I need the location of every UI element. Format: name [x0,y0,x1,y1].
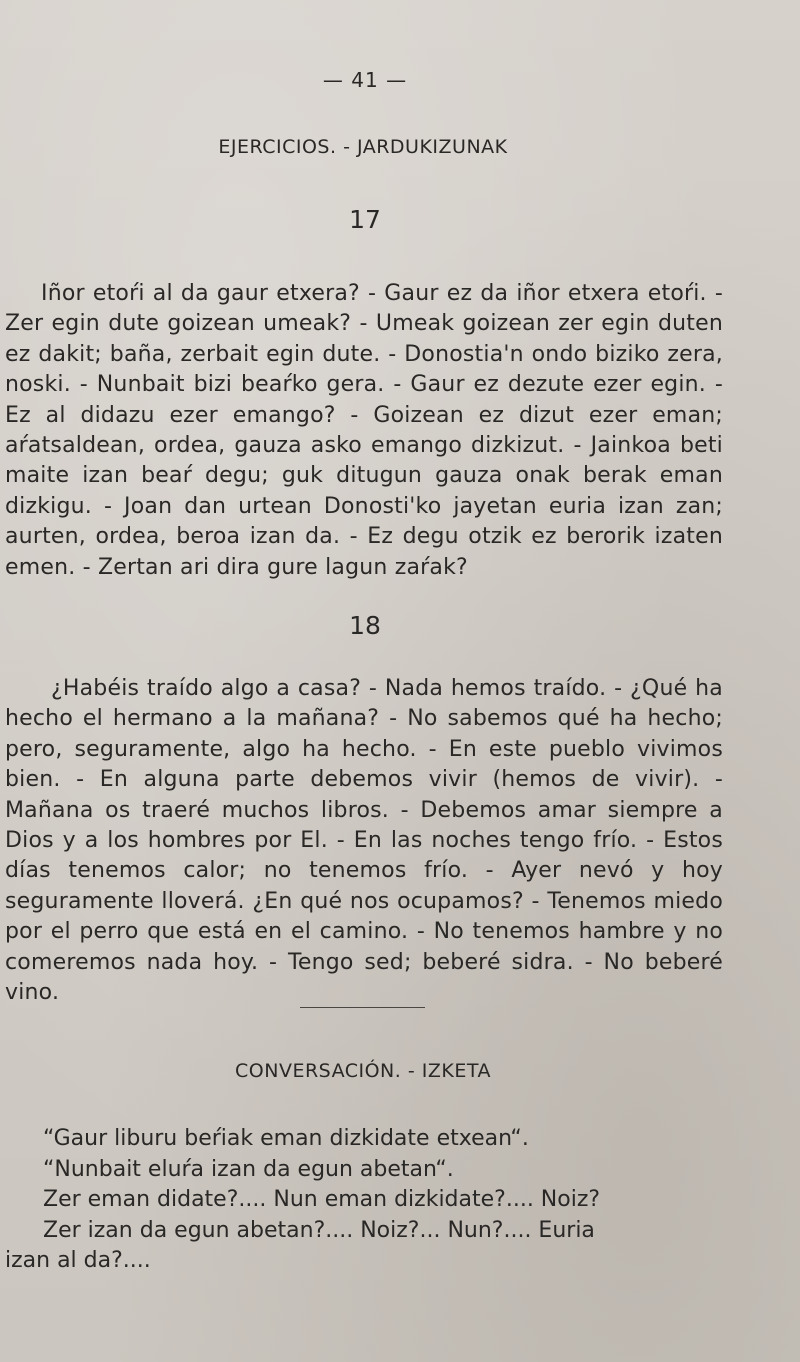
conversation-line: “Nunbait eluŕa izan da egun abetan“. [43,1156,454,1182]
exercise-number: 18 [349,611,381,640]
conversation-heading: CONVERSACIÓN. - IZKETA [235,1060,491,1082]
section-divider [300,1007,425,1008]
conversation-line: Zer izan da egun abetan?.... Noiz?... Nun?.... Euria [43,1217,595,1243]
exercise-number: 17 [349,205,381,234]
conversation-block [5,1124,765,1277]
conversation-line: Zer eman didate?.... Nun eman dizkidate?.... Noiz? [43,1187,601,1212]
exercise-paragraph: ¿Habéis traído algo a casa? - Nada hemos traído. - ¿Qué ha hecho el hermano a la mañana? - No sabemos qué ha hecho; pero, seguramente, algo ha hecho. - En este pueblo vivimos bien. - En alguna parte debemos vivir (hemos de vivir). - Mañana os traeré muchos libros. - Debemos amar siempre a Dios y a los hombres por El. - En las noches tengo frío. - Estos días tenemos calor; no tenemos frío. - Ayer nevó y hoy seguramente lloverá. ¿En qué nos ocupamos? - Tenemos miedo por el perro que está en el camino. - No tenemos hambre y no comeremos nada hoy. - Tengo sed; beberé sidra. - No beberé vino. [5,676,723,1006]
conversation-line: izan al da?.... [5,1248,151,1273]
section-heading: EJERCICIOS. - JARDUKIZUNAK [218,136,508,158]
page-number: — 41 — [322,68,408,92]
exercise-paragraph: Iñor etoŕi al da gaur etxera? - Gaur ez da iñor etxera etoŕi. - Zer egin dute goizean umeak? - Umeak goizean zer egin duten ez dakit; baña, zerbait egin dute. - Donostia'n ondo biziko zera, noski. - Nunbait bizi beaŕko gera. - Gaur ez dezute ezer egin. - Ez al didazu ezer emango? - Goizean ez dizut ezer eman; aŕatsaldean, ordea, gauza asko emango dizkizut. - Jainkoa beti maite izan beaŕ degu; guk ditugun gauza onak berak eman dizkigu. - Joan dan urtean Donosti'ko jayetan euria izan zan; aurten, ordea, beroa izan da. - Ez degu otzik ez berorik izaten emen. - Zertan ari dira gure lagun zaŕak? [5,281,723,580]
conversation-line: “Gaur liburu beŕiak eman dizkidate etxean“. [43,1126,529,1151]
